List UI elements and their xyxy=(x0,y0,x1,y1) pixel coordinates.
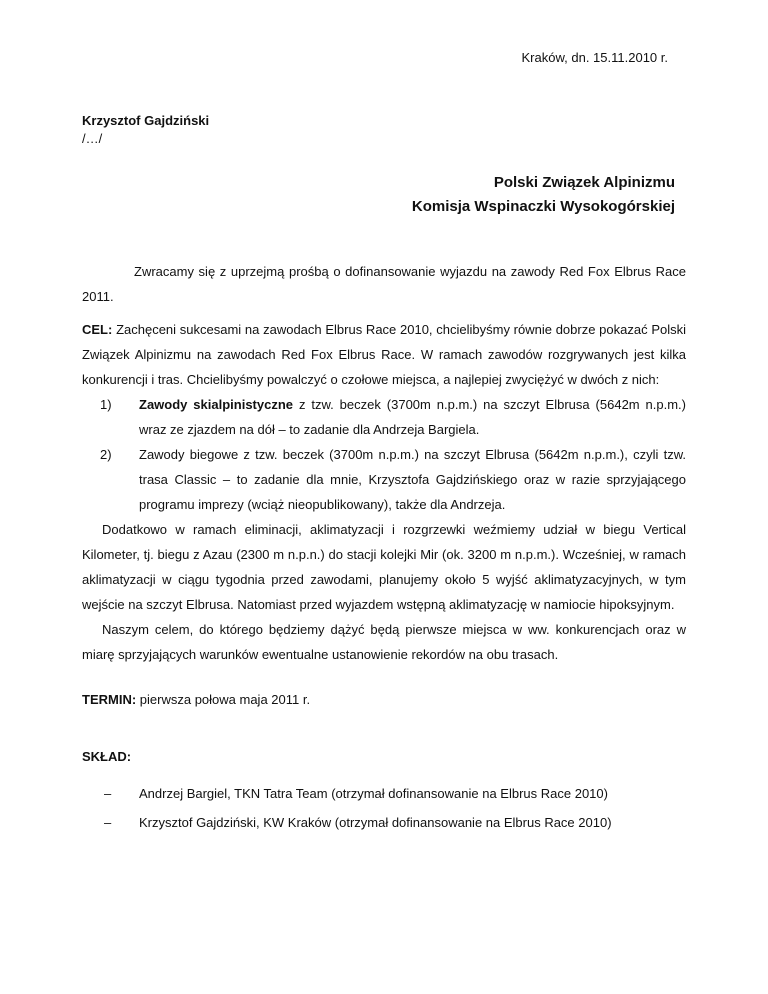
sender-block xyxy=(82,112,209,148)
competition-list xyxy=(82,392,686,517)
member-text: Krzysztof Gajdziński, KW Kraków (otrzymał dofinansowanie na Elbrus Race 2010) xyxy=(139,815,612,830)
list-item-text: Zawody biegowe z tzw. beczek (3700m n.p.m.) na szczyt Elbrusa (5642m n.p.m.), czyli tzw. trasa Classic – to zadanie dla mnie, Krzysztofa Gajdzińskiego oraz w razie sprzyjającego programu imprezy (wciąż nieopublikowany), także dla Andrzeja. xyxy=(139,447,686,512)
additional-paragraph: Dodatkowo w ramach eliminacji, aklimatyzacji i rozgrzewki weźmiemy udział w biegu Vertical Kilometer, tj. biegu z Azau (2300 m n.p.n.) do stacji kolejki Mir (ok. 3200 m n.p.m.). Wcześniej, w ramach aklimatyzacji w ciągu tygodnia przed zawodami, planujemy około 5 wyjść aklimatyzacyjnych, w tym wejście na szczyt Elbrusa. Natomiast przed wyjazdem wstępną aklimatyzację w namiocie hipoksyjnym. xyxy=(82,522,686,612)
recipient-line-1: Polski Związek Alpinizmu xyxy=(493,174,675,191)
date-line: Kraków, dn. 15.11.2010 r. xyxy=(521,50,668,65)
list-item-number: 2) xyxy=(100,447,112,462)
letter-body xyxy=(82,259,686,839)
list-item-text: z tzw. beczek (3700m n.p.m.) na szczyt Elbrusa (5642m n.p.m.) wraz ze zjazdem na dół – to zadanie dla Andrzeja Bargiela. xyxy=(139,397,687,437)
recipient-block xyxy=(412,171,675,219)
sender-name: Krzysztof Gajdziński xyxy=(82,113,210,128)
list-item xyxy=(82,392,686,442)
intro-paragraph: Zwracamy się z uprzejmą prośbą o dofinansowanie wyjazdu na zawody Red Fox Elbrus Race 2011. xyxy=(82,264,686,304)
dash-bullet: – xyxy=(104,815,112,830)
member-item xyxy=(82,781,686,806)
cel-text: Zachęceni sukcesami na zawodach Elbrus Race 2010, chcielibyśmy równie dobrze pokazać Polski Związek Alpinizmu na zawodach Red Fox Elbrus Race. W ramach zawodów rozgrywanych jest kilka konkurencji i tras. Chcielibyśmy powalczyć o czołowe miejsca, a najlepiej zwyciężyć w dwóch z nich: xyxy=(82,322,686,387)
termin-text: pierwsza połowa maja 2011 r. xyxy=(136,692,311,707)
dash-bullet: – xyxy=(104,786,112,801)
sklad-label: SKŁAD: xyxy=(82,749,132,764)
goal-paragraph: Naszym celem, do którego będziemy dążyć będą pierwsze miejsca w ww. konkurencjach oraz w miarę sprzyjających warunków ewentualne ustanowienie rekordów na obu trasach. xyxy=(82,622,686,662)
goal-section xyxy=(82,317,686,392)
members-list xyxy=(82,781,686,835)
member-text: Andrzej Bargiel, TKN Tatra Team (otrzymał dofinansowanie na Elbrus Race 2010) xyxy=(139,786,608,801)
sender-address: /…/ xyxy=(82,131,103,146)
list-item xyxy=(82,442,686,517)
termin-section xyxy=(82,687,686,712)
termin-label: TERMIN: xyxy=(82,692,137,707)
list-item-bold: Zawody skialpinistyczne xyxy=(139,397,294,412)
list-item-number: 1) xyxy=(100,397,112,412)
cel-label: CEL: xyxy=(82,322,113,337)
recipient-line-2: Komisja Wspinaczki Wysokogórskiej xyxy=(411,198,675,215)
member-item xyxy=(82,810,686,835)
